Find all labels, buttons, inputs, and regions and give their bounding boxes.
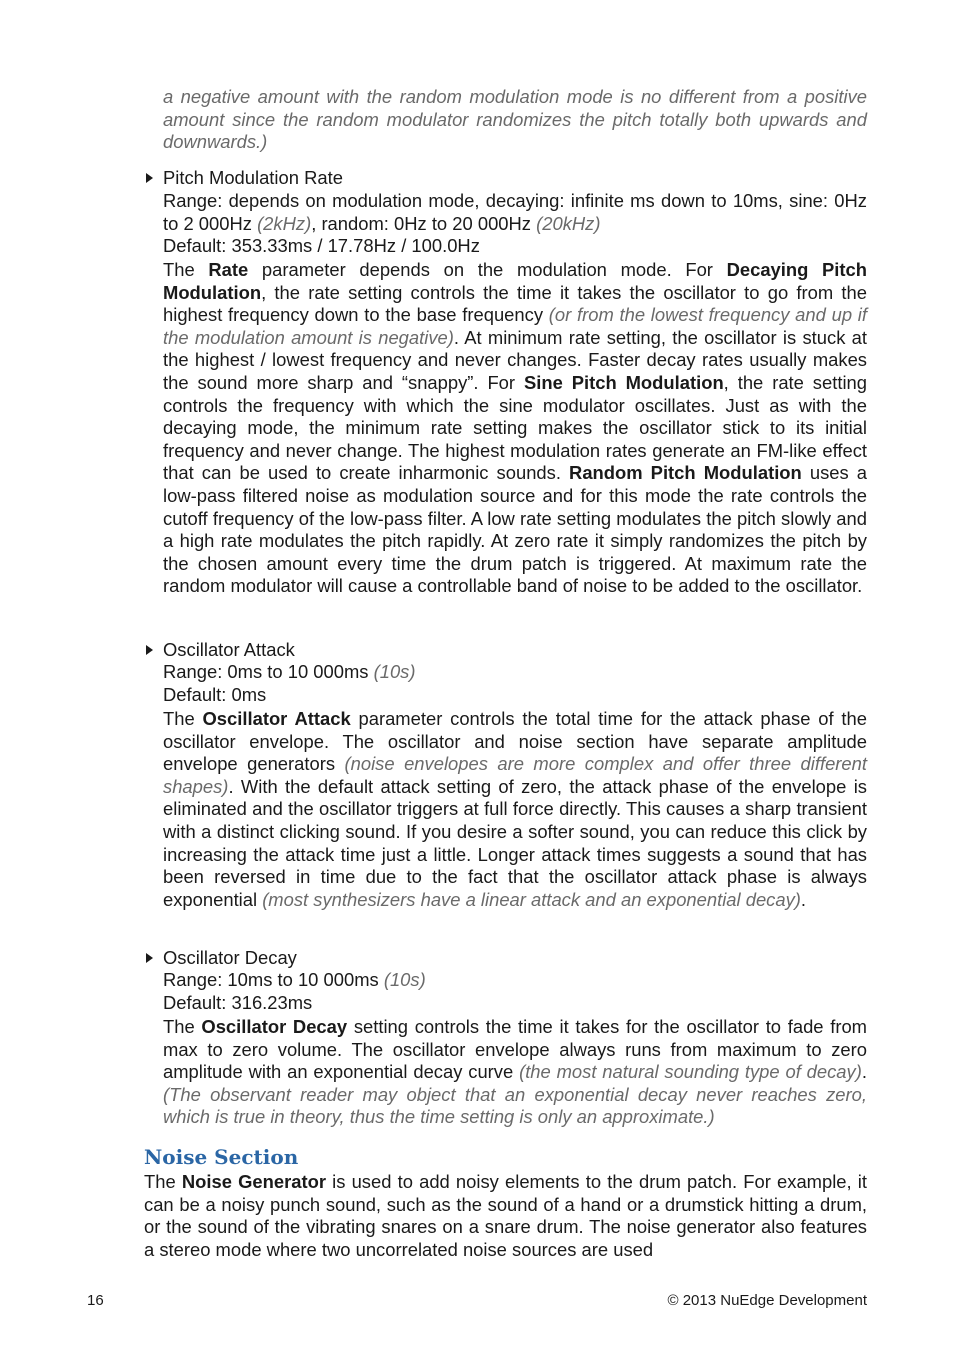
- range-text: , random: 0Hz to 20 000Hz: [311, 212, 537, 234]
- attack-range: [163, 661, 867, 684]
- triangle-bullet-icon: [146, 645, 153, 655]
- text-run: .: [861, 1061, 867, 1083]
- text-run: parameter depends on the modulation mode. For: [248, 259, 727, 280]
- italic-run: (or from the lowest frequency and up if the modulation amount is negative): [163, 304, 867, 348]
- text-run: The: [144, 1171, 182, 1192]
- pitch-rate-heading: Pitch Modulation Rate: [163, 167, 343, 188]
- decay-heading: Oscillator Decay: [163, 947, 297, 968]
- attack-heading: Oscillator Attack: [163, 639, 295, 660]
- italic-run: (most synthesizers have a linear attack and an exponential decay): [262, 888, 801, 910]
- text-run: . With the default attack setting of zero, the attack phase of the envelope is eliminated and the oscillator triggers at full force directly. This causes a sharp transient with a distinct clicking sound. If you desire a softer sound, you can reduce this click by increasing the attack time just a little. Longer attack times suggests a sound that has been reversed in time due to the fact that the oscillator attack phase is always exponential: [163, 775, 867, 910]
- text-run: , the rate setting controls the time it takes the oscillator to go from the highest frequency down to the base frequency: [163, 281, 867, 326]
- range-italic: (2kHz): [257, 212, 312, 234]
- text-run: . At minimum rate setting, the oscillator is stuck at the highest / lowest frequency and never changes. Faster decay rates usually makes the sound more sharp and “snappy”. For: [163, 326, 868, 393]
- noise-description: [144, 1171, 867, 1261]
- text-run: uses a low-pass filtered noise as modulation source and for this mode the rate controls the cutoff frequency of the low-pass filter. A low rate setting modulates the pitch slowly and a high rate modulates the pitch rapidly. At zero rate it simply randomizes the pitch by the chosen amount every time the drum patch is triggered. At maximum rate the random modulator will cause a controllable band of noise to be added to the oscillator.: [163, 462, 867, 597]
- decay-range: [163, 969, 867, 992]
- text-run: parameter controls the total time for the attack phase of the oscillator envelope. The oscillator and noise section have separate amplitude envelope generators: [163, 708, 867, 775]
- bold-run: Noise Generator: [181, 1171, 326, 1192]
- bold-run: Random Pitch Modulation: [569, 462, 802, 484]
- bold-run: Decaying Pitch Modulation: [163, 259, 867, 303]
- bold-run: Rate: [208, 259, 249, 280]
- range-text: Range: 10ms to 10 000ms: [163, 969, 384, 990]
- page-number: 16: [87, 1292, 104, 1309]
- bold-run: Sine Pitch Modulation: [523, 371, 724, 393]
- decay-description: [163, 1016, 867, 1129]
- text-run: is used to add noisy elements to the drum patch. For example, it can be a noisy punch sound, such as the sound of a hand or a drumstick hitting a drum, or the sound of the vibrating snares on a snare drum. The noise generator also features a stereo mode where two uncorrelated noise sources are used: [144, 1171, 867, 1260]
- italic-run: (the most natural sounding type of decay): [519, 1061, 862, 1083]
- decay-default: Default: 316.23ms: [163, 992, 313, 1013]
- pitch-rate-description: [163, 259, 867, 598]
- triangle-bullet-icon: [146, 173, 153, 183]
- section-title: Noise Section: [144, 1145, 299, 1169]
- bold-run: Oscillator Decay: [201, 1016, 348, 1037]
- attack-default: Default: 0ms: [163, 684, 267, 705]
- text-run: The: [163, 708, 203, 729]
- copyright: © 2013 NuEdge Development: [667, 1292, 867, 1309]
- triangle-bullet-icon: [146, 953, 153, 963]
- attack-description: [163, 708, 867, 911]
- intro-italic-text: a negative amount with the random modulation mode is no different from a positive amount since the random modulator randomizes the pitch totally both upwards and downwards.): [163, 86, 867, 153]
- range-italic: (10s): [383, 969, 426, 990]
- range-text: Range: 0ms to 10 000ms: [163, 661, 374, 682]
- text-run: The: [163, 1016, 202, 1037]
- italic-run: (noise envelopes are more complex and offer three different shapes): [163, 753, 867, 797]
- bold-run: Oscillator Attack: [202, 708, 351, 729]
- pitch-rate-range: [163, 190, 867, 235]
- pitch-rate-default: Default: 353.33ms / 17.78Hz / 100.0Hz: [163, 235, 480, 256]
- range-italic: (20kHz): [536, 212, 601, 234]
- text-run: .: [800, 888, 807, 910]
- italic-run: (The observant reader may object that an exponential decay never reaches zero, which is true in theory, thus the time setting is only an approximate.): [163, 1083, 867, 1128]
- text-run: The: [163, 259, 209, 280]
- range-italic: (10s): [373, 661, 416, 682]
- text-run: setting controls the time it takes for the oscillator to fade from max to zero volume. The oscillator envelope always runs from maximum to zero amplitude with an exponential decay curve: [163, 1016, 868, 1083]
- range-text: Range: depends on modulation mode, decaying: infinite ms down to 10ms, sine: 0Hz to 2 000Hz: [163, 190, 867, 234]
- text-run: , the rate setting controls the frequency with which the sine modulator oscillates. Just as with the decaying mode, the minimum rate setting makes the oscillator stick to its initial frequency and never change. The highest modulation rates generate an FM-like effect that can be used to create inharmonic sounds.: [163, 371, 867, 484]
